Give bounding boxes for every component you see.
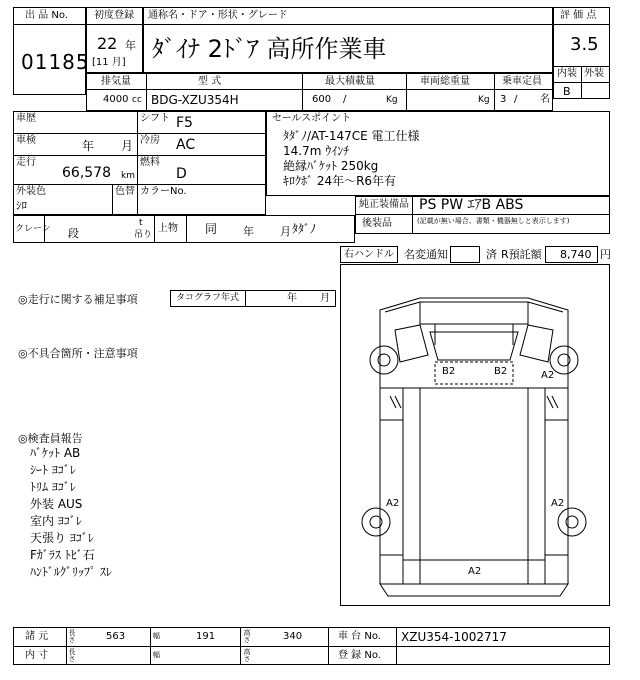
defects-label: ◎不具合箇所・注意事項 — [18, 347, 138, 360]
shift-label: シフト — [140, 113, 170, 124]
damage-mark: A2 — [468, 566, 482, 577]
damage-diagram-frame — [340, 264, 610, 606]
length-value: 563 — [106, 631, 126, 642]
inspector-report-line: 外装 AUS — [30, 497, 83, 511]
recycle-label: R預託額 — [501, 248, 542, 261]
max-load-value: 600 — [312, 94, 332, 105]
vehicle-name: ﾀﾞｲﾅ 2ﾄﾞｱ 高所作業車 — [152, 35, 387, 63]
mount-label: 上物 — [158, 223, 178, 234]
max-load-label: 最大積載量 — [325, 76, 375, 87]
first-registration-month: [11 月] — [92, 57, 126, 68]
sales-point-line: 絶縁ﾊﾞｹｯﾄ 250kg — [283, 159, 379, 173]
inspector-report-list — [30, 447, 112, 583]
max-load-unit: Kg — [386, 95, 398, 105]
fuel-value: D — [176, 166, 187, 182]
registration-label: 登 録 No. — [338, 650, 381, 661]
exterior-grade-label: 外装 — [584, 68, 604, 79]
tachograph-year: 年 — [287, 293, 297, 304]
aftermarket-label: 後装品 — [362, 218, 392, 229]
crane-label: クレーン — [15, 224, 51, 234]
ac-label: 冷房 — [140, 135, 160, 146]
mount-maker: ﾀﾀﾞﾉ — [292, 222, 317, 236]
max-load-slash: / — [343, 94, 347, 105]
inspector-report-line: ｼｰﾄ ﾖｺﾞﾚ — [30, 463, 76, 477]
inner-width-label: 幅 — [153, 651, 160, 659]
sales-point-line: ｷﾛｸﾎﾞ 24年～R6年有 — [283, 174, 397, 188]
inspector-report-line: 天張り ﾖｺﾞﾚ — [30, 531, 94, 545]
inner-dimensions-label: 内 寸 — [25, 650, 49, 661]
inspector-report-line: ﾄﾘﾑ ﾖｺﾞﾚ — [30, 480, 76, 494]
height-label: 高さ — [243, 629, 251, 643]
displacement-value: 4000 — [103, 94, 129, 105]
mileage-unit: km — [121, 171, 135, 181]
inspector-report-line: ﾊﾞｹｯﾄ AB — [30, 446, 81, 460]
name-change-notice-label: 名変通知 — [404, 248, 448, 261]
right-hand-drive-text: 右ハンドル — [344, 249, 394, 260]
chassis-number: XZU354-1002717 — [401, 630, 507, 644]
capacity-label: 乗車定員 — [502, 76, 542, 87]
tachograph-label: タコグラフ年式 — [176, 293, 240, 303]
ac-value: AC — [176, 137, 196, 153]
shift-value: F5 — [176, 115, 193, 131]
aftermarket-note: (記載が無い場合、書類・機器無しと表示します) — [417, 217, 570, 225]
mileage-value: 66,578 — [62, 165, 111, 181]
width-label: 幅 — [153, 632, 160, 640]
color-change-label: 色替 — [115, 186, 135, 197]
interior-grade: B — [563, 85, 571, 98]
displacement-unit: cc — [132, 95, 142, 105]
crane-ton-unit: t — [139, 218, 143, 228]
crane-lift-unit: 吊り — [134, 230, 153, 240]
driving-notes-label: ◎走行に関する補足事項 — [18, 293, 138, 306]
damage-mark: B2 — [494, 366, 508, 377]
inspector-report-line: 室内 ﾖｺﾞﾚ — [30, 514, 82, 528]
inspection-year: 年 — [82, 139, 95, 153]
model-label: 型 式 — [198, 76, 222, 87]
damage-mark: A2 — [551, 498, 565, 509]
interior-grade-label: 内装 — [557, 68, 577, 79]
height-value: 340 — [283, 631, 303, 642]
recycle-deposited: 済 — [486, 248, 497, 261]
sales-point-line: 14.7m ｳｲﾝﾁ — [283, 144, 350, 158]
displacement-label: 排気量 — [101, 76, 131, 87]
grade-label: 評 価 点 — [560, 10, 597, 21]
mileage-label: 走行 — [16, 157, 36, 168]
mount-year: 年 — [243, 225, 254, 238]
mount-same: 同 — [205, 222, 218, 236]
chassis-label: 車 台 No. — [338, 631, 381, 642]
name-change-notice-box — [450, 246, 480, 263]
equipment-value: PS PW ｴｱB ABS — [419, 197, 524, 213]
width-value: 191 — [196, 631, 216, 642]
capacity-value: 3 — [500, 94, 507, 105]
sales-point-line: ﾀﾀﾞﾉ/AT-147CE 電工仕様 — [283, 129, 420, 143]
recycle-amount: 8,740 — [560, 248, 592, 261]
equipment-label: 純正装備品 — [359, 199, 409, 210]
first-registration-label: 初度登録 — [94, 10, 134, 21]
inspector-report-line: Fｶﾞﾗｽ ﾄﾋﾞ石 — [30, 548, 95, 562]
length-label: 長さ — [68, 629, 76, 643]
inspection-label: 車検 — [16, 135, 36, 146]
gross-weight-unit: Kg — [478, 95, 490, 105]
tachograph-month: 月 — [320, 293, 330, 304]
gross-weight-label: 車両総重量 — [420, 76, 470, 87]
damage-mark: A2 — [541, 370, 555, 381]
grade-value: 3.5 — [570, 34, 599, 55]
inspector-report-label: ◎検査員報告 — [18, 432, 83, 445]
yen-unit: 円 — [600, 248, 611, 261]
capacity-sep: / — [514, 94, 518, 105]
sales-points-label: セールスポイント — [272, 113, 352, 124]
first-registration-year: 22 — [97, 34, 118, 53]
color-number-label: カラーNo. — [140, 186, 187, 197]
inner-height-label: 高さ — [243, 648, 251, 662]
year-unit: 年 — [125, 39, 136, 52]
dimensions-label: 諸 元 — [25, 631, 49, 642]
capacity-unit: 名 — [540, 94, 550, 105]
inner-length-label: 長さ — [68, 648, 76, 662]
color-value: ｼﾛ — [16, 199, 27, 212]
model-value: BDG-XZU354H — [151, 93, 239, 107]
lot-number: 01185 — [21, 50, 90, 74]
vehicle-name-label: 通称名・ドア・形状・グレード — [148, 10, 288, 21]
crane-stage-unit: 段 — [68, 227, 79, 240]
fuel-label: 燃料 — [140, 157, 160, 168]
inspector-report-line: ﾊﾝﾄﾞﾙｸﾞﾘｯﾌﾟ ｽﾚ — [30, 565, 112, 579]
inspection-month: 月 — [121, 139, 134, 153]
mount-month: 月 — [280, 225, 291, 238]
damage-mark: B2 — [442, 366, 456, 377]
color-label: 外装色 — [16, 186, 46, 197]
damage-mark: A2 — [386, 498, 400, 509]
history-label: 車歴 — [16, 113, 36, 124]
lot-number-label: 出 品 No. — [25, 10, 68, 21]
